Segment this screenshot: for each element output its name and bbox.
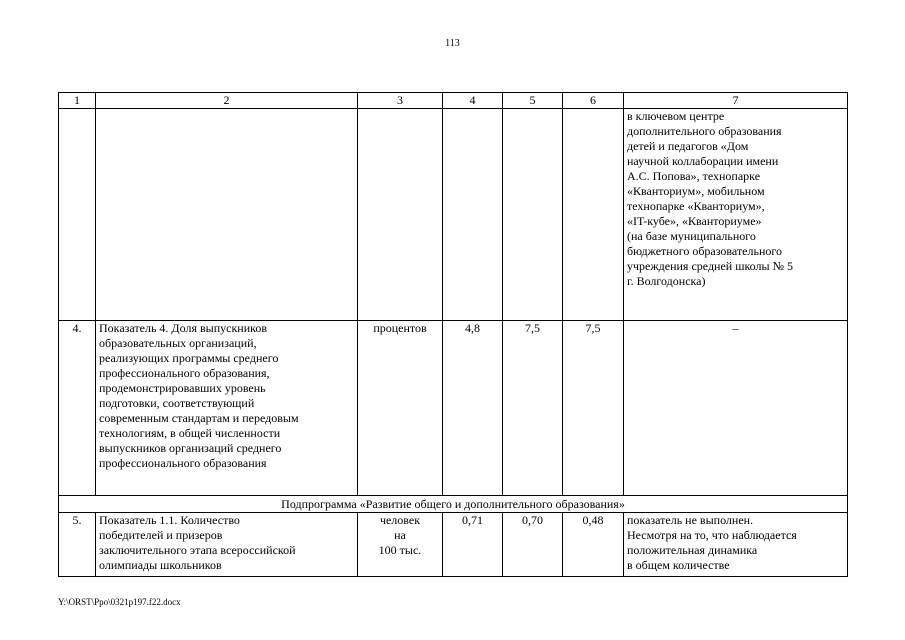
cell-v4: 4,8 — [443, 321, 503, 496]
cell-indicator — [96, 109, 358, 321]
cell-indicator: Показатель 1.1. Количество победителей и призеров заключительного этапа всероссийской олимпиады школьников — [96, 513, 358, 577]
cell-num: 5. — [59, 513, 96, 577]
cell-unit: процентов — [358, 321, 443, 496]
cell-num — [59, 109, 96, 321]
header-cell: 5 — [503, 93, 563, 109]
section-title-row — [59, 496, 848, 513]
header-cell: 4 — [443, 93, 503, 109]
cell-v6 — [563, 109, 624, 321]
cell-v6: 0,48 — [563, 513, 624, 577]
cell-unit — [358, 109, 443, 321]
indicator-table — [58, 92, 848, 577]
header-cell: 6 — [563, 93, 624, 109]
table-row-continued — [59, 109, 848, 321]
header-cell: 1 — [59, 93, 96, 109]
section-title: Подпрограмма «Развитие общего и дополнительного образования» — [59, 496, 848, 513]
cell-comment: в ключевом центре дополнительного образования детей и педагогов «Дом научной коллаборации имени А.С. Попова», технопарке «Кванториум», мобильном технопарке «Кванториум», «IT-кубе», «Кванториуме» (на базе муниципального бюджетного образовательного учреждения средней школы № 5 г. Волгодонска) — [624, 109, 848, 321]
cell-unit: человек на 100 тыс. — [358, 513, 443, 577]
cell-v6: 7,5 — [563, 321, 624, 496]
table-header-row — [59, 93, 848, 109]
cell-v5: 7,5 — [503, 321, 563, 496]
cell-v4 — [443, 109, 503, 321]
header-cell: 7 — [624, 93, 848, 109]
cell-comment: – — [624, 321, 848, 496]
footer-file-path: Y:\ORST\Ppo\0321p197.f22.docx — [58, 597, 181, 607]
header-cell: 2 — [96, 93, 358, 109]
cell-indicator: Показатель 4. Доля выпускников образовательных организаций, реализующих программы среднего профессионального образования, продемонстрировавших уровень подготовки, соответствующий современным стандартам и передовым технологиям, в общей численности выпускников организаций среднего профессионального образования — [96, 321, 358, 496]
table-row-4 — [59, 321, 848, 496]
cell-v4: 0,71 — [443, 513, 503, 577]
cell-v5 — [503, 109, 563, 321]
cell-comment: показатель не выполнен. Несмотря на то, что наблюдается положительная динамика в общем количестве — [624, 513, 848, 577]
cell-v5: 0,70 — [503, 513, 563, 577]
cell-num: 4. — [59, 321, 96, 496]
table-row-5 — [59, 513, 848, 577]
page-number: 113 — [445, 38, 460, 49]
header-cell: 3 — [358, 93, 443, 109]
